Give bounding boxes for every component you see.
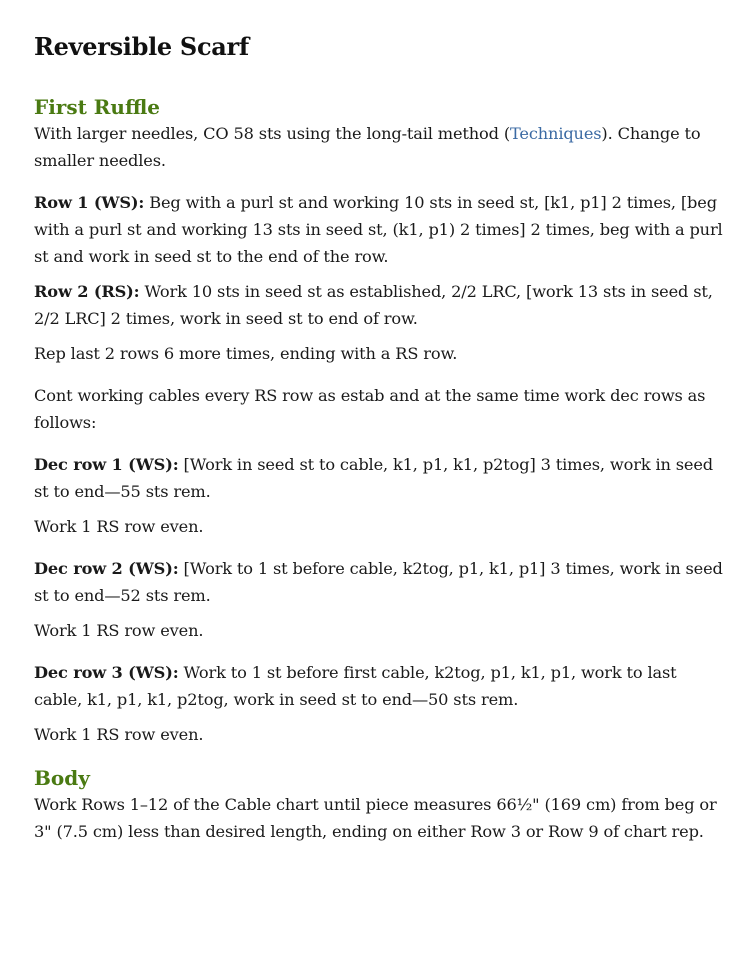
row-2-instruction	[34, 278, 724, 332]
dec-row-3-label: Dec row 3 (WS):	[34, 663, 179, 682]
repeat-instruction: Rep last 2 rows 6 more times, ending with a RS row.	[34, 344, 458, 363]
dec-row-2-even: Work 1 RS row even.	[34, 621, 204, 640]
body-paragraph: Work Rows 1–12 of the Cable chart until piece measures 66½" (169 cm) from beg or 3" (7.5 cm) less than desired length, ending on either Row 3 or Row 9 of chart rep.	[34, 795, 717, 841]
dec-row-1-instruction	[34, 451, 724, 505]
section-heading-first-ruffle: First Ruffle	[34, 95, 161, 119]
row-1-label: Row 1 (WS):	[34, 193, 145, 212]
dec-row-1-text: [Work in seed st to cable, k1, p1, k1, p2tog] 3 times, work in seed st to end—55 sts rem.	[34, 455, 713, 501]
dec-row-1-label: Dec row 1 (WS):	[34, 455, 179, 474]
dec-row-2-label: Dec row 2 (WS):	[34, 559, 179, 578]
intro-text-before: With larger needles, CO 58 sts using the long-tail method (	[34, 124, 511, 143]
techniques-link[interactable]: Techniques	[510, 124, 602, 143]
row-2-label: Row 2 (RS):	[34, 282, 140, 301]
section-heading-body: Body	[34, 766, 90, 790]
row-1-text: Beg with a purl st and working 10 sts in seed st, [k1, p1] 2 times, [beg with a purl st and working 13 sts in seed st, (k1, p1) 2 times] 2 times, beg with a purl st and work in seed st to the end of the row.	[34, 193, 723, 266]
row-1-instruction	[34, 189, 724, 270]
row-2-text: Work 10 sts in seed st as established, 2/2 LRC, [work 13 sts in seed st, 2/2 LRC] 2 times, work in seed st to end of row.	[34, 282, 713, 328]
dec-row-3-text: Work to 1 st before first cable, k2tog, p1, k1, p1, work to last cable, k1, p1, k1, p2tog, work in seed st to end—50 sts rem.	[34, 663, 677, 709]
intro-paragraph	[34, 120, 724, 174]
intro-text-after: ). Change to smaller needles.	[34, 124, 701, 170]
document-page	[34, 30, 724, 845]
page-title: Reversible Scarf	[34, 32, 249, 61]
continue-instruction: Cont working cables every RS row as estab and at the same time work dec rows as follows:	[34, 386, 706, 432]
dec-row-2-text: [Work to 1 st before cable, k2tog, p1, k1, p1] 3 times, work in seed st to end—52 sts rem.	[34, 559, 723, 605]
dec-row-3-even: Work 1 RS row even.	[34, 725, 204, 744]
dec-row-1-even: Work 1 RS row even.	[34, 517, 204, 536]
dec-row-3-instruction	[34, 659, 724, 713]
dec-row-2-instruction	[34, 555, 724, 609]
